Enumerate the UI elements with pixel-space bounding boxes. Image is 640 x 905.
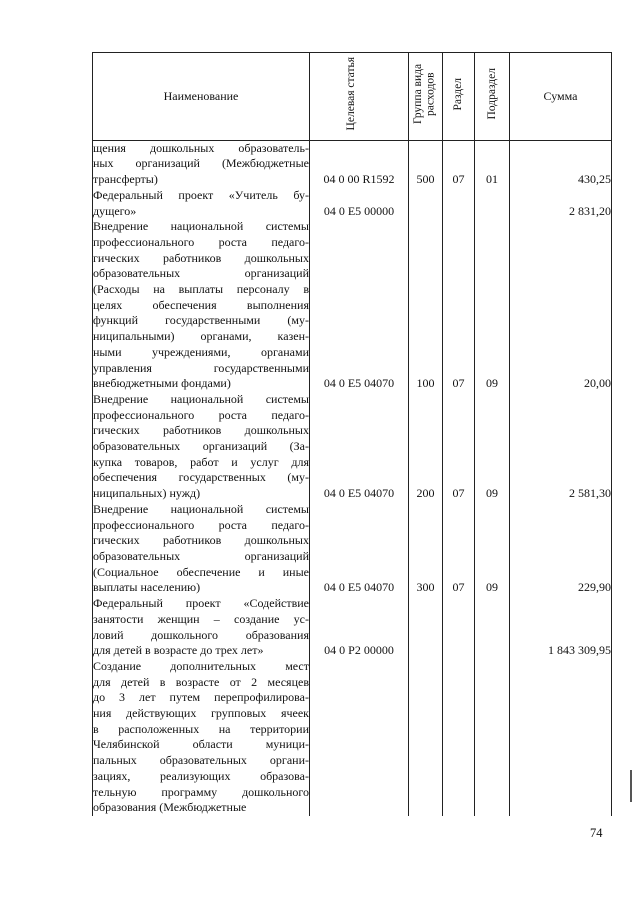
row-name-line: целях обеспечения выполнения <box>93 297 309 312</box>
row-name-line: гических работников дошкольных <box>93 250 309 265</box>
row-target-code: 04 0 E5 04070 <box>310 392 409 502</box>
row-name-line: тельную программу дошкольного <box>93 784 309 799</box>
row-target-code: 04 0 E5 00000 <box>310 188 409 219</box>
row-name-line: функций государственными (му- <box>93 313 309 328</box>
row-name <box>93 219 310 392</box>
row-name-line: для детей в возрасте от 2 месяцев <box>93 674 309 689</box>
row-subsection: 09 <box>475 219 510 392</box>
row-section: 07 <box>443 219 475 392</box>
row-section <box>443 188 475 219</box>
row-name-line: щения дошкольных образователь- <box>93 140 309 155</box>
header-subsection <box>475 53 510 141</box>
row-expense-group: 100 <box>409 219 443 392</box>
row-subsection: 01 <box>475 140 510 188</box>
row-sum: 229,90 <box>510 502 612 596</box>
row-sum: 2 581,30 <box>510 392 612 502</box>
row-name-line: в расположенных на территории <box>93 721 309 736</box>
row-name-line: Создание дополнительных мест <box>93 658 309 673</box>
row-subsection <box>475 188 510 219</box>
row-name-line: Федеральный проект «Учитель бу- <box>93 187 309 202</box>
row-target-code: 04 0 P2 00000 <box>310 596 409 659</box>
row-target-code <box>310 659 409 816</box>
row-sum: 430,25 <box>510 140 612 188</box>
row-subsection: 09 <box>475 502 510 596</box>
row-name-line: зациях, реализующих образова- <box>93 768 309 783</box>
row-target-code: 04 0 E5 04070 <box>310 502 409 596</box>
row-expense-group: 500 <box>409 140 443 188</box>
row-name-line: дущего» <box>93 203 137 218</box>
row-expense-group <box>409 596 443 659</box>
header-section <box>443 53 475 141</box>
table-row <box>93 659 612 816</box>
row-name-line: выплаты населению) <box>93 580 201 595</box>
row-name-line: профессионального роста педаго- <box>93 407 309 422</box>
row-name-line: пальных образовательных органи- <box>93 753 309 768</box>
header-target <box>310 53 409 141</box>
row-target-code: 04 0 E5 04070 <box>310 219 409 392</box>
row-name-line: образования (Межбюджетные <box>93 800 247 815</box>
row-name-line: Внедрение национальной системы <box>93 391 309 406</box>
row-name-line: внебюджетными фондами) <box>93 376 231 391</box>
row-name-line: ных организаций (Межбюджетные <box>93 156 309 171</box>
row-name-line: образовательных организаций (За- <box>93 439 309 454</box>
row-section: 07 <box>443 140 475 188</box>
row-name-line: ниципальными) органами, казен- <box>93 329 309 344</box>
row-name-line: трансферты) <box>93 172 158 187</box>
row-name-line: для детей в возрасте до трех лет» <box>93 643 264 658</box>
row-subsection <box>475 596 510 659</box>
header-sum: Сумма <box>510 53 612 141</box>
header-subsection-label: Подраздел <box>485 68 498 120</box>
row-name-line: Федеральный проект «Содействие <box>93 596 309 611</box>
row-name <box>93 188 310 219</box>
row-name <box>93 502 310 596</box>
table-row <box>93 140 612 188</box>
table-header-row <box>93 53 612 141</box>
row-expense-group: 300 <box>409 502 443 596</box>
table-row <box>93 188 612 219</box>
row-name-line: образовательных организаций <box>93 548 309 563</box>
row-name-line: Внедрение национальной системы <box>93 219 309 234</box>
row-name-line: Челябинской области муници- <box>93 737 309 752</box>
table-row <box>93 219 612 392</box>
row-name-line: (Расходы на выплаты персоналу в <box>93 282 309 297</box>
row-name-line: образовательных организаций <box>93 266 309 281</box>
header-target-label: Целевая статья <box>345 57 357 131</box>
page-number: 74 <box>590 826 603 840</box>
table-row <box>93 502 612 596</box>
row-name-line: ными учреждениями, органами <box>93 344 309 359</box>
row-section: 07 <box>443 502 475 596</box>
row-subsection: 09 <box>475 392 510 502</box>
row-sum <box>510 659 612 816</box>
row-name <box>93 140 310 188</box>
row-name-line: гических работников дошкольных <box>93 533 309 548</box>
row-name-line: обеспечения государственных (му- <box>93 470 309 485</box>
row-name-line: профессионального роста педаго- <box>93 234 309 249</box>
budget-table <box>92 52 612 816</box>
row-target-code: 04 0 00 R1592 <box>310 140 409 188</box>
row-name-line: ния действующих групповых ячеек <box>93 706 309 721</box>
row-expense-group: 200 <box>409 392 443 502</box>
row-section <box>443 659 475 816</box>
row-name-line: до 3 лет путем перепрофилирова- <box>93 690 309 705</box>
row-section <box>443 596 475 659</box>
row-expense-group <box>409 188 443 219</box>
row-name <box>93 392 310 502</box>
header-section-label: Раздел <box>452 77 465 111</box>
row-sum: 20,00 <box>510 219 612 392</box>
row-name-line: ниципальных) нужд) <box>93 486 201 501</box>
table-row <box>93 596 612 659</box>
row-name <box>93 659 310 816</box>
header-group-label: Группа вида расходов <box>411 63 436 125</box>
row-name-line: гических работников дошкольных <box>93 423 309 438</box>
row-section: 07 <box>443 392 475 502</box>
row-name-line: купка товаров, работ и услуг для <box>93 454 309 469</box>
row-name-line: профессионального роста педаго- <box>93 517 309 532</box>
row-name <box>93 596 310 659</box>
table-row <box>93 392 612 502</box>
row-sum: 1 843 309,95 <box>510 596 612 659</box>
header-group <box>409 53 443 141</box>
row-name-line: Внедрение национальной системы <box>93 501 309 516</box>
row-name-line: управления государственными <box>93 360 309 375</box>
row-subsection <box>475 659 510 816</box>
margin-mark <box>630 770 632 802</box>
row-name-line: ловий дошкольного образования <box>93 627 309 642</box>
row-sum: 2 831,20 <box>510 188 612 219</box>
row-name-line: занятости женщин – создание ус- <box>93 611 309 626</box>
row-expense-group <box>409 659 443 816</box>
row-name-line: (Социальное обеспечение и иные <box>93 564 309 579</box>
header-name: Наименование <box>93 53 310 141</box>
